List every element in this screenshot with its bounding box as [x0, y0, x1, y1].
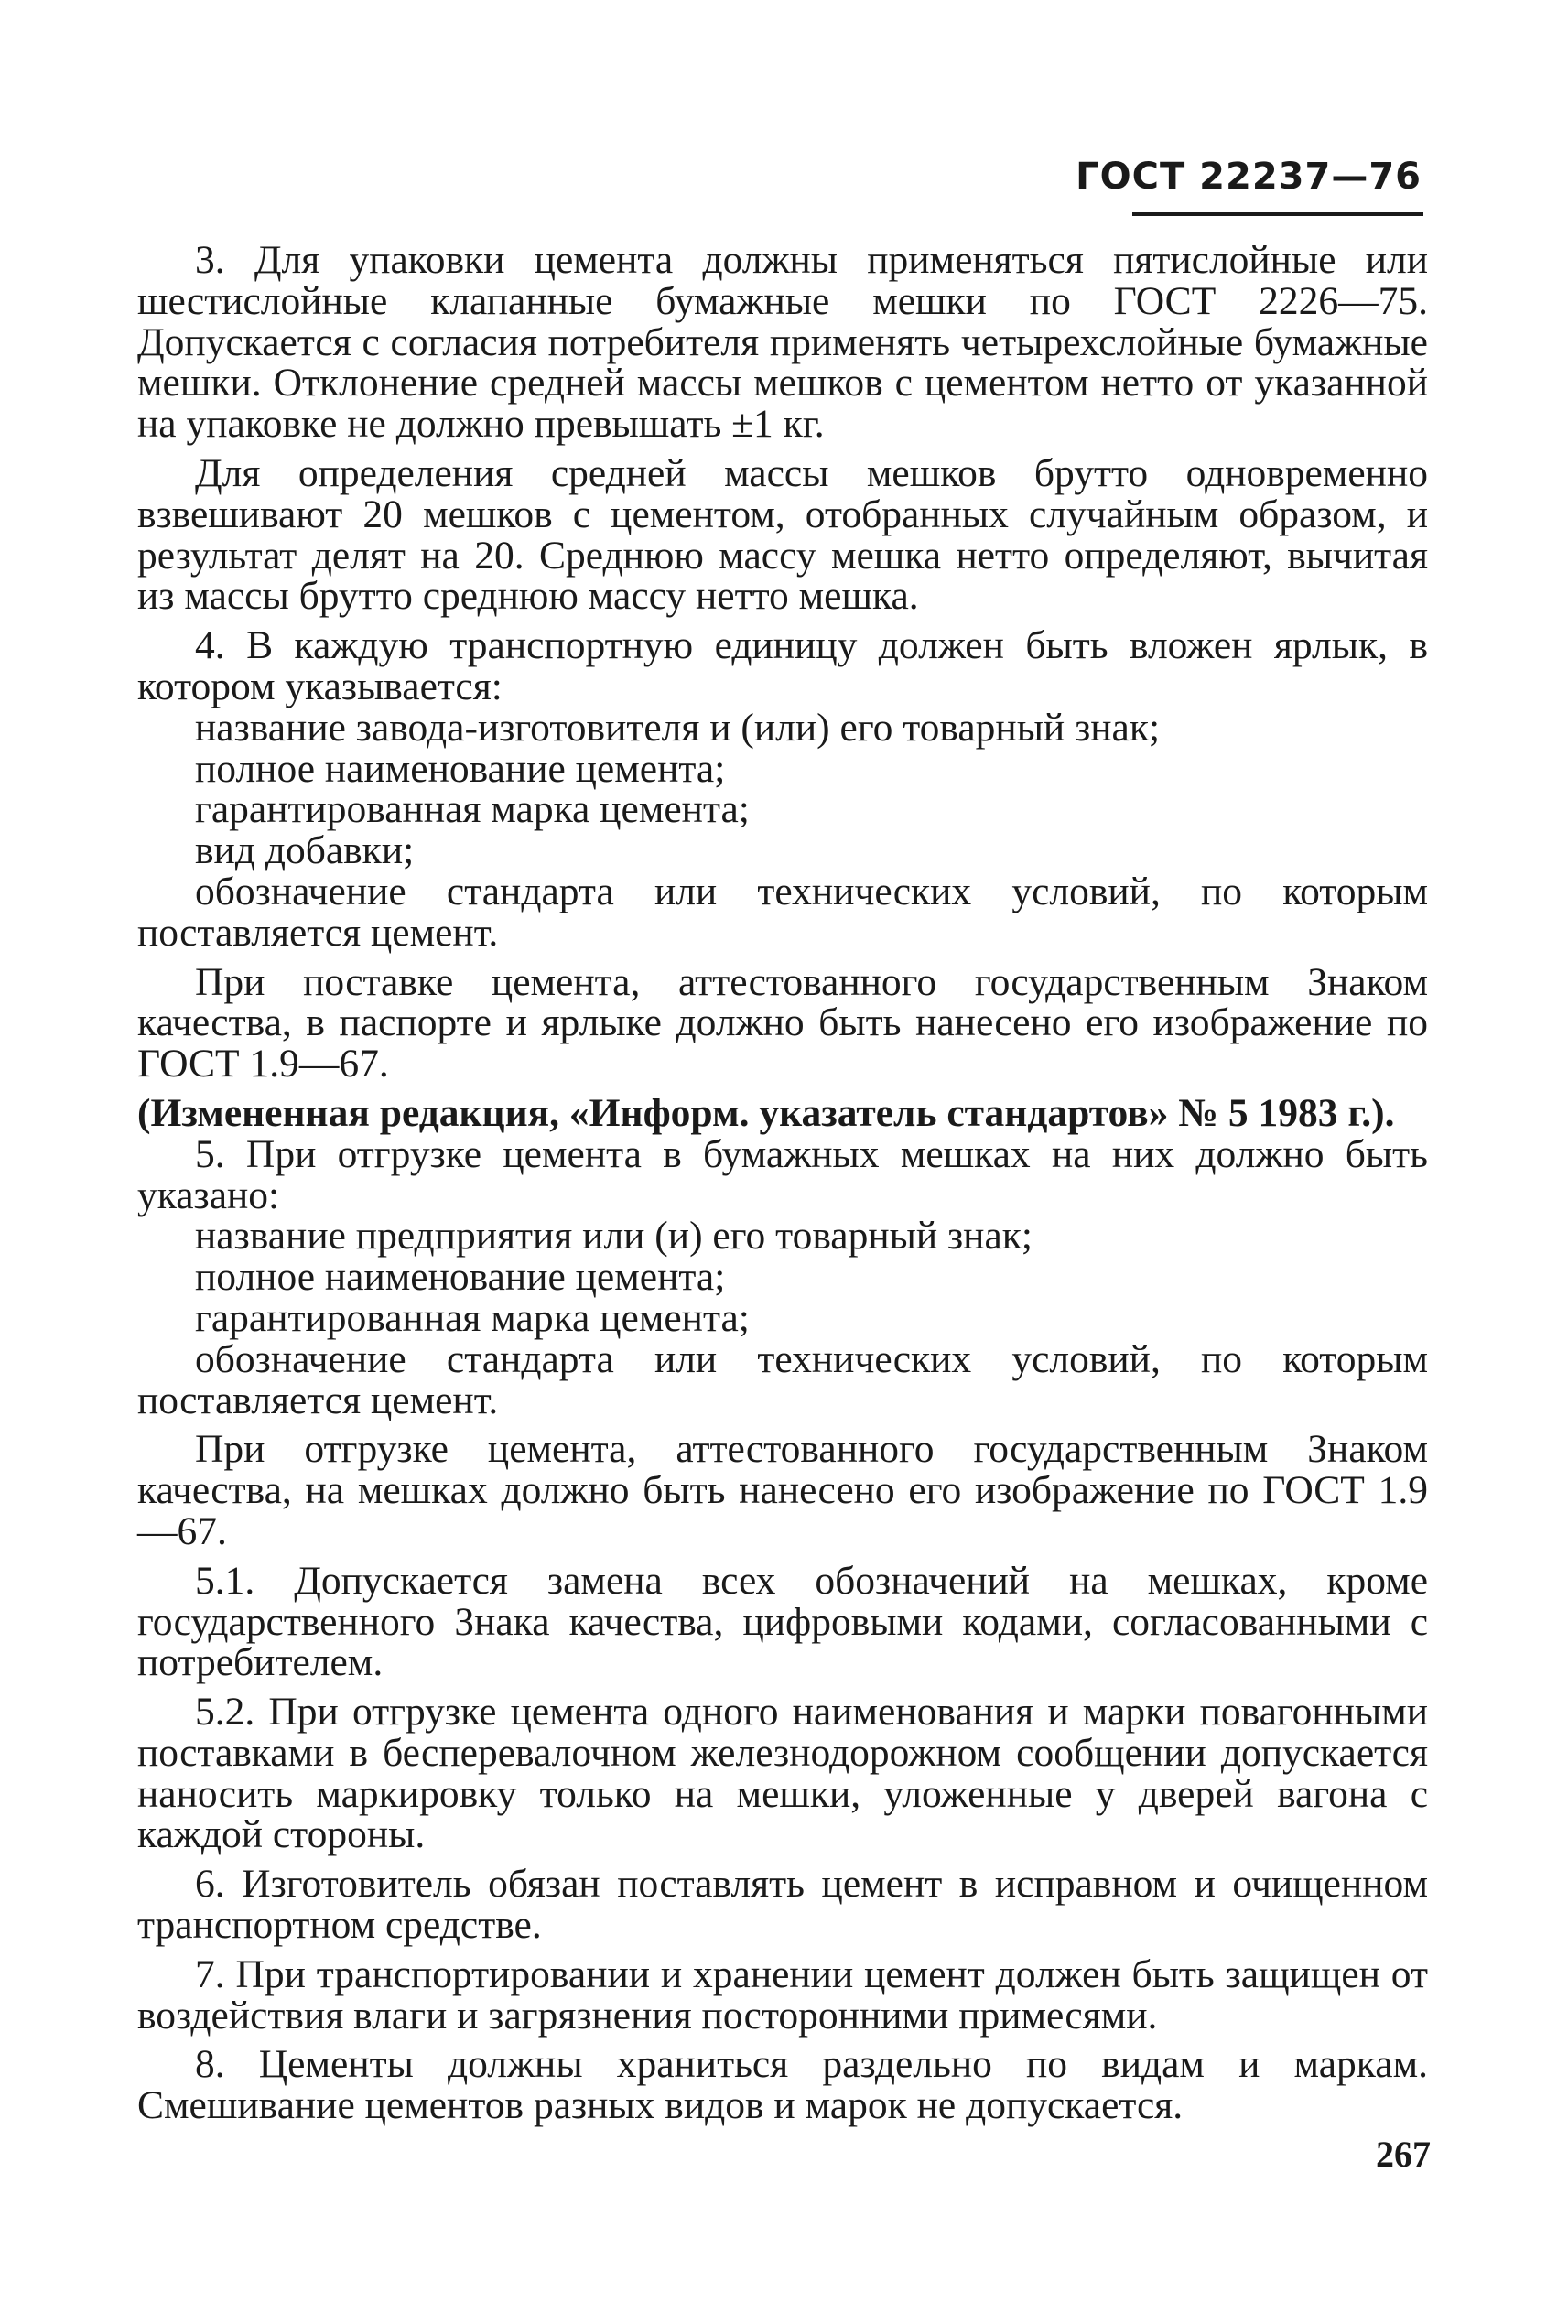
paragraph-6: 6. Изготовитель обязан поставлять цемент в исправном и очищенном транспортном средстве. — [137, 1862, 1428, 1948]
label-item: полное наименование цемента; — [195, 746, 726, 791]
standard-header: ГОСТ 22237—76 — [1076, 156, 1422, 198]
paragraph-3: 3. Для упаковки цемента должны применяться пятислойные или шестислойные клапанные бумажные мешки по ГОСТ 2226—75. Допускается с согласия потребителя применять четырехслойные бумажные мешки. Отклонение средней массы мешков с цементом нетто от указанной на упаковке не должно превышать ±1 кг. — [137, 238, 1428, 447]
paragraph-4-quality-mark: При поставке цемента, аттестованного государственным Знаком качества, в паспорте и ярлыке должно быть нанесено его изображение по ГОСТ 1.9—67. — [137, 959, 1428, 1086]
label-item: название завода-изготовителя и (или) его товарный знак; — [195, 705, 1161, 750]
header-rule — [1132, 212, 1423, 216]
bag-marking-item: обозначение стандарта или технических условий, по которым поставляется цемент. — [137, 1336, 1428, 1422]
bag-marking-item: название предприятия или (и) его товарный знак; — [195, 1214, 1033, 1259]
amendment-note: (Измененная редакция, «Информ. указатель стандартов» № 5 1983 г.). — [137, 1090, 1395, 1135]
paragraph-5: 5. При отгрузке цемента в бумажных мешках на них должно быть указано: — [137, 1131, 1428, 1217]
paragraph-7: 7. При транспортировании и хранении цемент должен быть защищен от воздействия влаги и загрязнения посторонними примесями. — [137, 1951, 1428, 2038]
paragraph-8: 8. Цементы должны храниться раздельно по видам и маркам. Смешивание цементов разных видов и марок не допускается. — [137, 2042, 1428, 2128]
paragraph-5-1: 5.1. Допускается замена всех обозначений на мешках, кроме государственного Знака качества, цифровыми кодами, согласованными с потребителем. — [137, 1558, 1428, 1685]
bag-marking-item: полное наименование цемента; — [195, 1255, 726, 1300]
paragraph-5-quality-mark: При отгрузке цемента, аттестованного государственным Знаком качества, на мешках должно быть нанесено его изображение по ГОСТ 1.9—67. — [137, 1427, 1428, 1553]
page-number: 267 — [1376, 2134, 1431, 2175]
paragraph-4: 4. В каждую транспортную единицу должен быть вложен ярлык, в котором указывается: — [137, 623, 1428, 708]
bag-marking-item: гарантированная марка цемента; — [195, 1295, 750, 1340]
label-item: обозначение стандарта или технических условий, по которым поставляется цемент. — [137, 869, 1428, 955]
document-body — [137, 240, 1428, 2126]
label-item: вид добавки; — [195, 828, 415, 873]
paragraph-5-2: 5.2. При отгрузке цемента одного наименования и марки повагонными поставками в бесперевалочном железнодорожном сообщении допускается наносить маркировку только на мешки, уложенные у дверей вагона с каждой стороны. — [137, 1690, 1428, 1857]
label-item: гарантированная марка цемента; — [195, 787, 750, 832]
paragraph-3-mass: Для определения средней массы мешков брутто одновременно взвешивают 20 мешков с цементом, отобранных случайным образом, и результат делят на 20. Среднюю массу мешка нетто определяют, вычитая из массы брутто среднюю массу нетто мешка. — [137, 450, 1428, 619]
